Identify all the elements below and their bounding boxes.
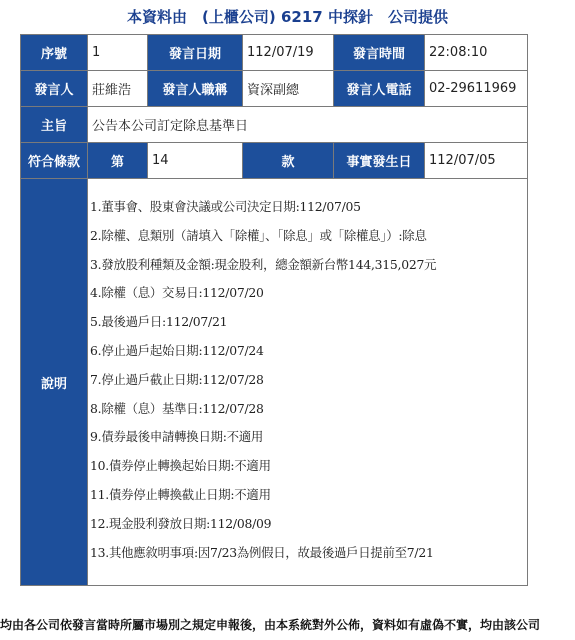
clause-suffix-label: 款 xyxy=(243,143,334,179)
clause-number-value: 14 xyxy=(148,143,243,179)
speaker-title-label: 發言人職稱 xyxy=(148,71,243,107)
speaker-phone-value: 02-29611969 xyxy=(425,71,528,107)
description-line: 12.現金股利發放日期:112/08/09 xyxy=(90,515,272,531)
description-line: 10.債券停止轉換起始日期:不適用 xyxy=(90,458,271,474)
description-line: 1.董事會、股東會決議或公司決定日期:112/07/05 xyxy=(90,199,361,214)
description-line: 6.停止過戶起始日期:112/07/24 xyxy=(90,342,264,358)
time-value: 22:08:10 xyxy=(425,35,528,71)
clause-prefix-label: 第 xyxy=(88,143,148,179)
seq-value: 1 xyxy=(88,35,148,71)
description-line: 7.停止過戶截止日期:112/07/28 xyxy=(90,371,264,387)
speaker-value: 莊維浩 xyxy=(88,71,148,107)
page-title: 本資料由 (上櫃公司) 6217 中探針 公司提供 xyxy=(127,8,448,26)
speaker-phone-label: 發言人電話 xyxy=(334,71,425,107)
date-value: 112/07/19 xyxy=(243,35,334,71)
subject-value: 公告本公司訂定除息基準日 xyxy=(88,107,528,143)
table-row xyxy=(21,107,528,143)
clause-label: 符合條款 xyxy=(21,143,88,179)
description-line: 9.債券最後申請轉換日期:不適用 xyxy=(90,429,264,445)
event-date-value: 112/07/05 xyxy=(425,143,528,179)
description-line: 11.債券停止轉換截止日期:不適用 xyxy=(90,486,271,502)
date-label: 發言日期 xyxy=(148,35,243,71)
description-line: 8.除權（息）基準日:112/07/28 xyxy=(90,400,264,416)
description-label: 說明 xyxy=(21,179,88,586)
speaker-title-value: 資深副總 xyxy=(243,71,334,107)
description-line: 5.最後過戶日:112/07/21 xyxy=(90,314,228,330)
disclaimer-footer: 均由各公司依發言當時所屬市場別之規定申報後，由本系統對外公佈，資料如有虛偽不實，均由該公司 xyxy=(0,618,541,632)
time-label: 發言時間 xyxy=(334,35,425,71)
announcement-table xyxy=(20,34,528,586)
description-line: 4.除權（息）交易日:112/07/20 xyxy=(90,285,264,301)
description-content xyxy=(88,179,528,586)
seq-label: 序號 xyxy=(21,35,88,71)
description-line: 3.發放股利種類及金額:現金股利，總金額新台幣144,315,027元 xyxy=(90,256,437,272)
table-row xyxy=(21,35,528,71)
subject-label: 主旨 xyxy=(21,107,88,143)
speaker-label: 發言人 xyxy=(21,71,88,107)
description-row xyxy=(21,179,528,586)
event-date-label: 事實發生日 xyxy=(334,143,425,179)
table-row xyxy=(21,143,528,179)
description-line: 13.其他應敘明事項:因7/23為例假日，故最後過戶日提前至7/21 xyxy=(90,544,434,560)
description-line: 2.除權、息類別（請填入「除權」、「除息」或「除權息」）:除息 xyxy=(90,227,427,243)
table-row xyxy=(21,71,528,107)
